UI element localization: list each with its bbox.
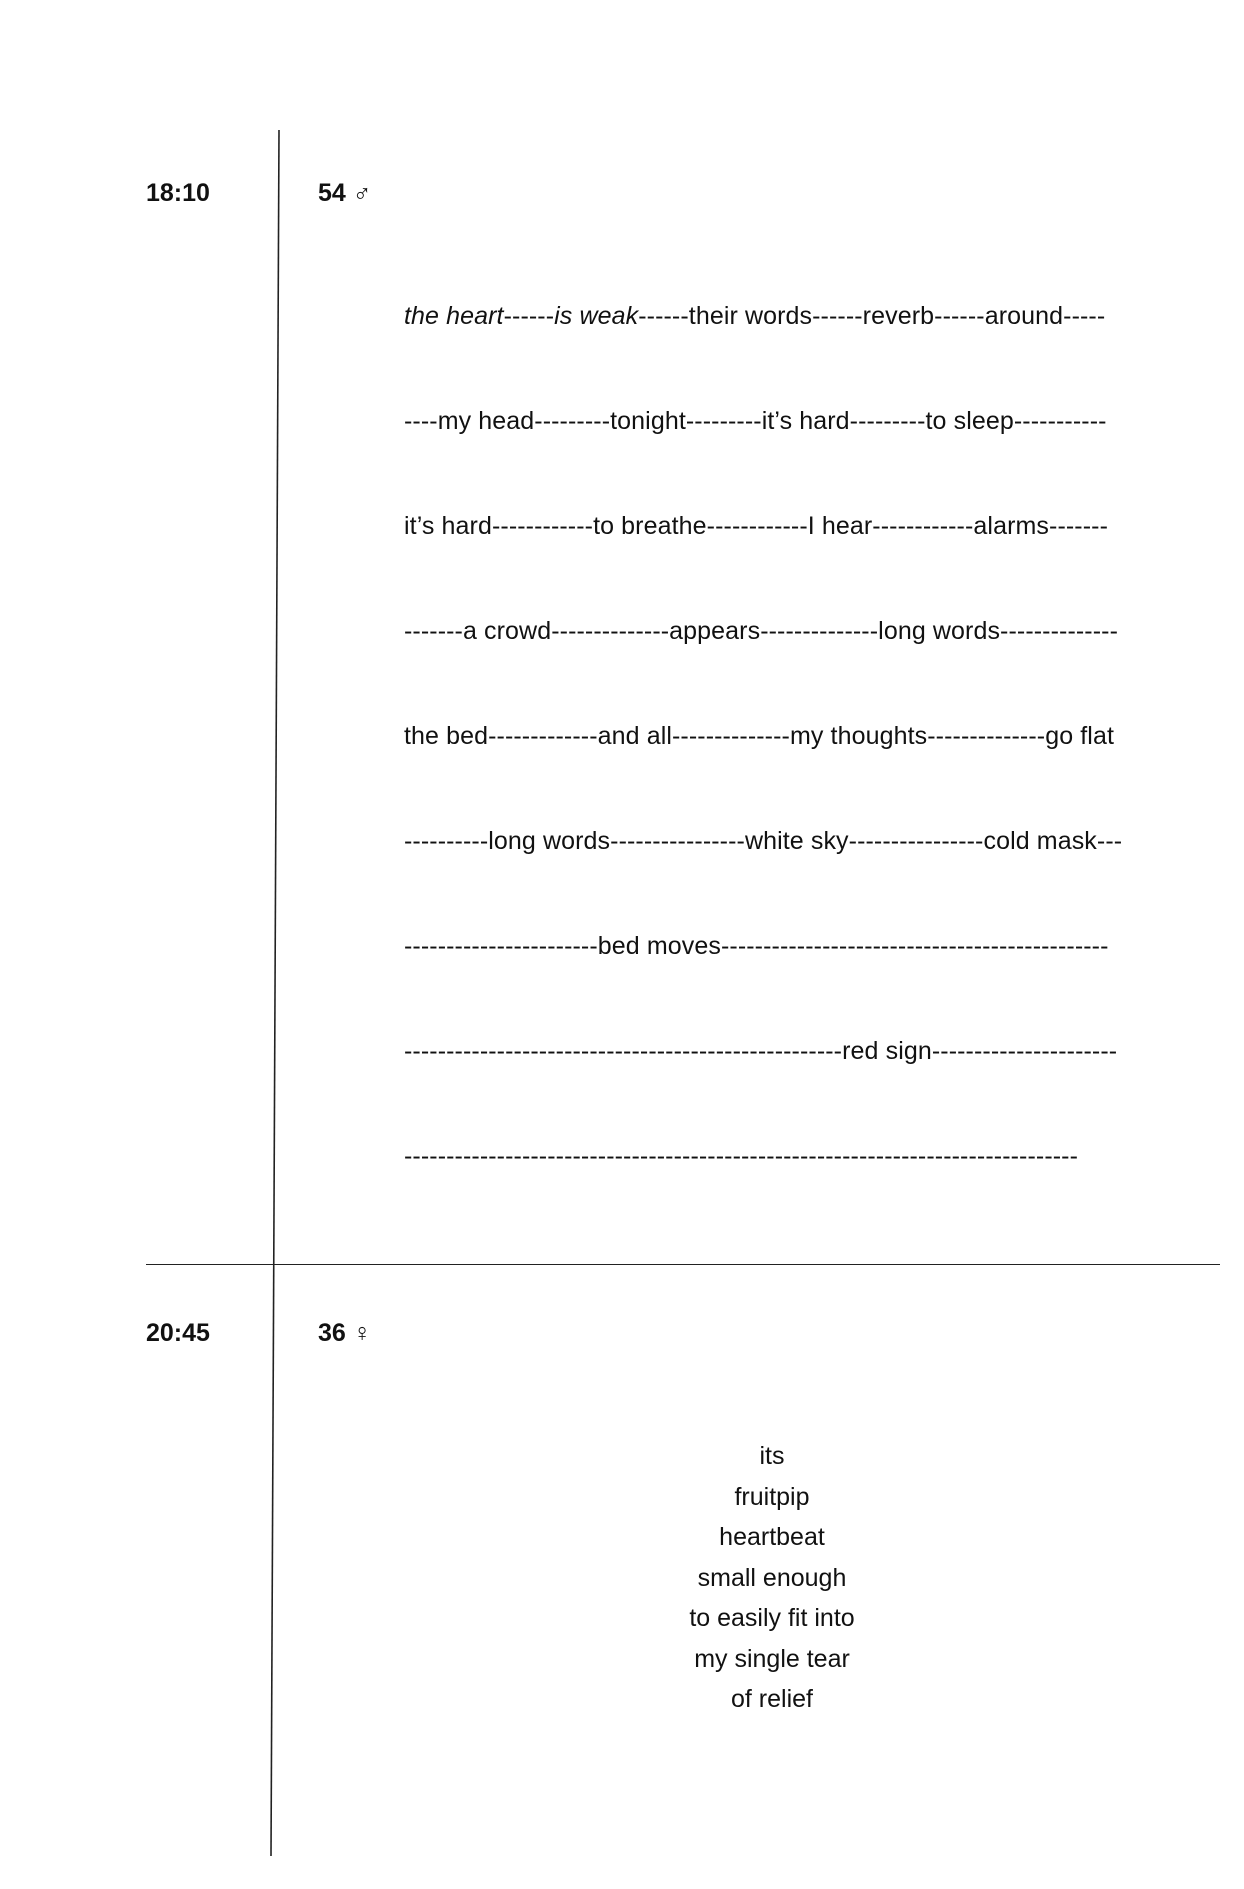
poem-line: heartbeat xyxy=(719,1523,825,1551)
text-line xyxy=(404,1031,1164,1136)
poem-line: small enough xyxy=(697,1563,847,1592)
italic-segment: the heart xyxy=(404,302,504,330)
poem-line: fruitpip xyxy=(734,1482,810,1511)
text-segment: ----------------------------------------------------red sign---------------------- xyxy=(404,1037,1118,1065)
text-segment: ----my head---------tonight---------it’s hard---------to sleep----------- xyxy=(404,407,1107,435)
text-line xyxy=(404,926,1164,1031)
text-segment: -----------------------bed moves---------------------------------------------- xyxy=(404,932,1109,960)
text-line xyxy=(404,716,1164,821)
text-segment: ------ xyxy=(503,302,555,330)
text-segment: ----------long words----------------white sky----------------cold mask--- xyxy=(404,827,1123,855)
text-segment: -------a crowd--------------appears--------------long words-------------- xyxy=(404,617,1119,645)
text-line xyxy=(404,401,1164,506)
vertical-rule xyxy=(271,130,279,1856)
poem-line: its xyxy=(759,1442,785,1470)
section-divider xyxy=(146,1264,1220,1265)
text-line xyxy=(404,506,1164,611)
entry-2-time: 20:45 xyxy=(146,1319,210,1347)
text-segment: it’s hard------------to breathe------------I hear------------alarms------- xyxy=(404,512,1108,540)
text-segment: ------their words------reverb------around----- xyxy=(638,302,1106,330)
entry-1-age: 54 ♂ xyxy=(318,179,372,207)
entry-2-age: 36 ♀ xyxy=(318,1319,372,1347)
text-line xyxy=(404,611,1164,716)
text-line xyxy=(404,296,1164,401)
text-line xyxy=(404,1136,1164,1241)
text-segment: -------------------------------------------------------------------------------- xyxy=(404,1142,1079,1170)
italic-segment: is weak xyxy=(554,302,639,330)
entry-2-poem xyxy=(652,1436,892,1720)
entry-1-text-lines xyxy=(404,296,1164,1241)
text-segment: the bed-------------and all--------------my thoughts--------------go flat xyxy=(404,722,1114,750)
poem-line: to easily fit into xyxy=(689,1604,855,1632)
entry-1-time: 18:10 xyxy=(146,179,210,207)
text-line xyxy=(404,821,1164,926)
poem-line: my single tear xyxy=(694,1644,850,1673)
poem-line: of relief xyxy=(731,1685,813,1713)
